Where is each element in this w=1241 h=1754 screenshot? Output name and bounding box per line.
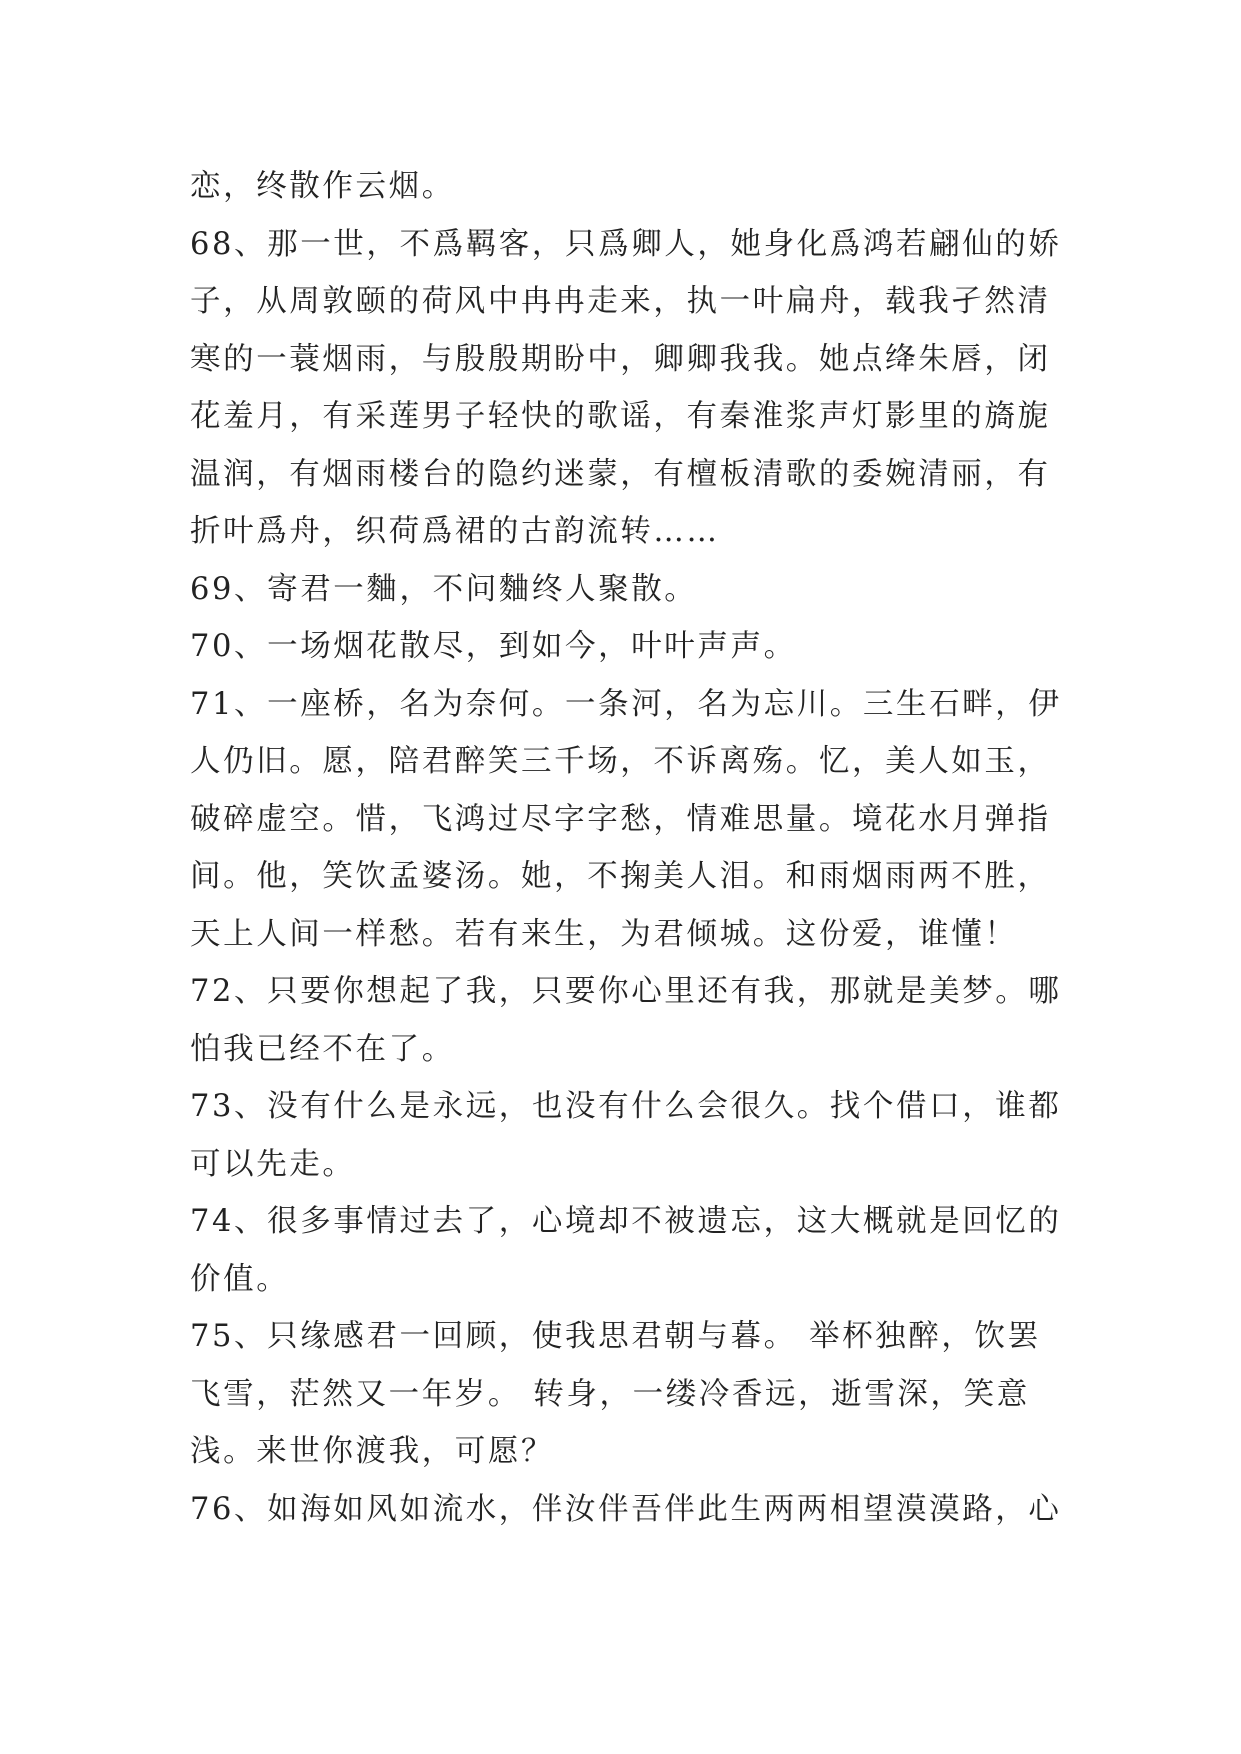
text-line: 天上人间一样愁。若有来生，为君倾城。这份爱，谁懂！	[190, 916, 1018, 952]
text-line: 人仍旧。愿，陪君醉笑三千场，不诉离殇。忆，美人如玉，	[190, 744, 1051, 779]
text-line: 花羞月，有采莲男子轻快的歌谣，有秦淮浆声灯影里的旖旎	[190, 399, 1051, 434]
text-line: 70、一场烟花散尽，到如今，叶叶声声。	[190, 629, 797, 664]
text-line: 温润，有烟雨楼台的隐约迷蒙，有檀板清歌的委婉清丽，有	[190, 456, 1051, 492]
text-line: 怕我已经不在了。	[190, 1031, 455, 1067]
text-line: 折叶爲舟，织荷爲裙的古韵流转……	[190, 514, 720, 549]
text-line: 可以先走。	[190, 1146, 356, 1182]
text-line: 72、只要你想起了我，只要你心里还有我，那就是美梦。哪	[190, 974, 1062, 1009]
text-line: 74、很多事情过去了，心境却不被遗忘，这大概就是回忆的	[190, 1204, 1062, 1239]
text-line: 价值。	[190, 1261, 290, 1297]
text-line: 76、如海如风如流水，伴汝伴吾伴此生两两相望漠漠路，心	[190, 1491, 1062, 1527]
text-line: 飞雪，茫然又一年岁。 转身，一缕冷香远，逝雪深，笑意	[190, 1376, 1030, 1412]
text-line: 破碎虚空。惜，飞鸿过尽字字愁，情难思量。境花水月弹指	[190, 801, 1051, 837]
text-line: 69、寄君一麯，不问麯终人聚散。	[190, 571, 698, 607]
text-line: 71、一座桥，名为奈何。一条河，名为忘川。三生石畔，伊	[190, 686, 1062, 722]
text-line: 恋，终散作云烟。	[190, 169, 455, 204]
text-line: 68、那一世，不爲羁客，只爲卿人，她身化爲鸿若翩仙的娇	[190, 226, 1062, 262]
text-line: 73、没有什么是永远，也没有什么会很久。找个借口，谁都	[190, 1089, 1062, 1124]
text-line: 75、只缘感君一回顾，使我思君朝与暮。 举杯独醉，饮罢	[190, 1319, 1041, 1354]
text-line: 寒的一蓑烟雨，与殷殷期盼中，卿卿我我。她点绛朱唇，闭	[190, 341, 1051, 377]
body-text	[190, 158, 1070, 1538]
text-line: 浅。来世你渡我，可愿？	[190, 1434, 555, 1469]
text-line: 间。他，笑饮孟婆汤。她，不掬美人泪。和雨烟雨两不胜，	[190, 859, 1051, 894]
text-line: 子，从周敦颐的荷风中冉冉走来，执一叶扁舟，载我孑然清	[190, 284, 1051, 319]
